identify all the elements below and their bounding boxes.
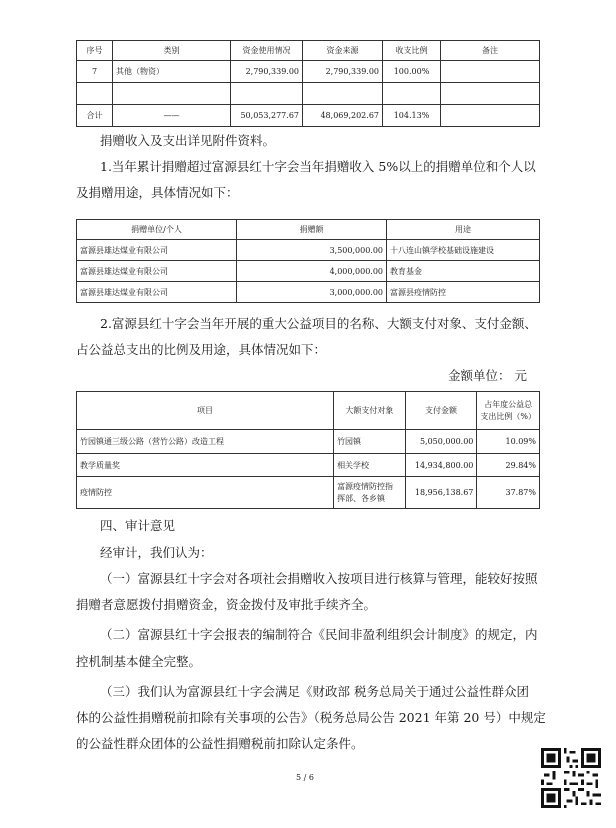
table-row — [77, 430, 540, 454]
paragraph: 及捐赠用途，具体情况如下： — [76, 185, 239, 200]
table-row — [77, 61, 540, 83]
paragraph: 捐赠者意愿拨付捐赠资金，资金拨付及审批手续齐全。 — [76, 597, 377, 612]
table-cell — [441, 61, 540, 83]
col-header: 序号 — [77, 41, 113, 61]
paragraph: 体的公益性捐赠税前扣除有关事项的公告》（税务总局公告 2021 年第 20 号）中规定 — [76, 710, 546, 725]
table-cell — [441, 105, 540, 127]
table-cell: 37.87% — [477, 477, 540, 509]
table-cell: 疫情防控 — [77, 477, 334, 509]
table-cell: 100.00% — [383, 61, 441, 83]
table-cell: 合计 — [77, 105, 113, 127]
table-row — [77, 83, 540, 105]
col-header: 类别 — [113, 41, 231, 61]
cell-text: 富源疫情防控指 — [337, 481, 394, 491]
table-cell — [334, 430, 406, 454]
table-row — [77, 454, 540, 477]
table-cell — [441, 83, 540, 105]
table-cell: 富源县雄达煤业有限公司 — [77, 261, 237, 282]
projects-table — [76, 391, 540, 509]
table-cell: 相关学校 — [334, 454, 406, 477]
paragraph: （三）我们认为富源县红十字会满足《财政部 税务总局关于通过公益性群众团 — [100, 684, 529, 699]
table-cell: 教育基金 — [387, 261, 540, 282]
table-header-row — [77, 220, 540, 240]
paragraph: 1.当年累计捐赠超过富源县红十字会当年捐赠收入 5%以上的捐赠单位和个人以 — [100, 159, 536, 174]
table-cell: 10.09% — [477, 430, 540, 454]
table-row — [77, 240, 540, 261]
table-cell — [334, 477, 406, 509]
table-cell — [303, 83, 383, 105]
col-header-line: 支出比例（%） — [480, 411, 536, 421]
paragraph: 的公益性群众团体的公益性捐赠税前扣除认定条件。 — [76, 736, 364, 751]
table-row — [77, 261, 540, 282]
paragraph: 控机制基本健全完整。 — [76, 654, 202, 669]
table-cell: 5,050,000.00 — [405, 430, 477, 454]
table-cell: 2,790,339.00 — [231, 61, 303, 83]
col-header — [477, 392, 540, 430]
page-number: 5 / 6 — [296, 773, 314, 782]
summary-table — [76, 40, 540, 127]
table-cell: 富源县雄达煤业有限公司 — [77, 282, 237, 303]
table-header-row — [77, 41, 540, 61]
table-cell: 其他（物资） — [113, 61, 231, 83]
col-header-line: 占年度公益总 — [484, 399, 533, 409]
table-cell: —— — [113, 105, 231, 127]
paragraph: 占公益总支出的比例及用途，具体情况如下： — [76, 342, 327, 357]
table-cell: 十八连山镇学校基础设施建设 — [387, 240, 540, 261]
col-header: 支付金额 — [405, 392, 477, 430]
table-cell — [77, 83, 113, 105]
col-header: 捐赠单位/个人 — [77, 220, 237, 240]
donors-table — [76, 219, 540, 303]
col-header: 资金使用情况 — [231, 41, 303, 61]
table-row — [77, 282, 540, 303]
paragraph: 2.富源县红十字会当年开展的重大公益项目的名称、大额支付对象、支付金额、 — [100, 316, 537, 331]
table-cell: 竹园镇通三级公路（营竹公路）改造工程 — [77, 430, 334, 454]
table-total-row — [77, 105, 540, 127]
table-cell: 14,934,800.00 — [405, 454, 477, 477]
cell-text: 竹园镇 — [337, 437, 362, 446]
cell-text: 挥部、各乡镇 — [337, 493, 386, 503]
paragraph: 捐赠收入及支出详见附件资料。 — [100, 133, 276, 148]
table-cell: 48,069,202.67 — [303, 105, 383, 127]
qr-code-icon — [541, 748, 601, 808]
paragraph: （一）富源县红十字会对各项社会捐赠收入按项目进行核算与管理，能较好按照 — [100, 571, 538, 586]
table-cell: 4,000,000.00 — [237, 261, 387, 282]
table-cell: 富源县疫情防控 — [387, 282, 540, 303]
table-cell — [383, 83, 441, 105]
col-header: 收支比例 — [383, 41, 441, 61]
table-cell: 富源县雄达煤业有限公司 — [77, 240, 237, 261]
table-cell: 18,956,138.67 — [405, 477, 477, 509]
table-cell: 3,500,000.00 — [237, 240, 387, 261]
table-cell: 教学质量奖 — [77, 454, 334, 477]
table-cell: 29.84% — [477, 454, 540, 477]
table-row — [77, 477, 540, 509]
table-cell: 3,000,000.00 — [237, 282, 387, 303]
col-header: 用途 — [387, 220, 540, 240]
table-cell: 7 — [77, 61, 113, 83]
col-header: 大额支付对象 — [334, 392, 406, 430]
paragraph: （二）富源县红十字会报表的编制符合《民间非盈利组织会计制度》的规定，内 — [100, 627, 538, 642]
col-header: 捐赠额 — [237, 220, 387, 240]
table-cell: 104.13% — [383, 105, 441, 127]
col-header: 资金来源 — [303, 41, 383, 61]
table-header-row — [77, 392, 540, 430]
col-header: 项目 — [77, 392, 334, 430]
table-cell — [113, 83, 231, 105]
paragraph: 经审计，我们认为： — [100, 545, 213, 560]
table-cell — [231, 83, 303, 105]
section-heading: 四、审计意见 — [100, 518, 176, 533]
col-header: 备注 — [441, 41, 540, 61]
table-cell: 50,053,277.67 — [231, 105, 303, 127]
unit-label: 金额单位： 元 — [448, 368, 527, 383]
table-cell: 2,790,339.00 — [303, 61, 383, 83]
